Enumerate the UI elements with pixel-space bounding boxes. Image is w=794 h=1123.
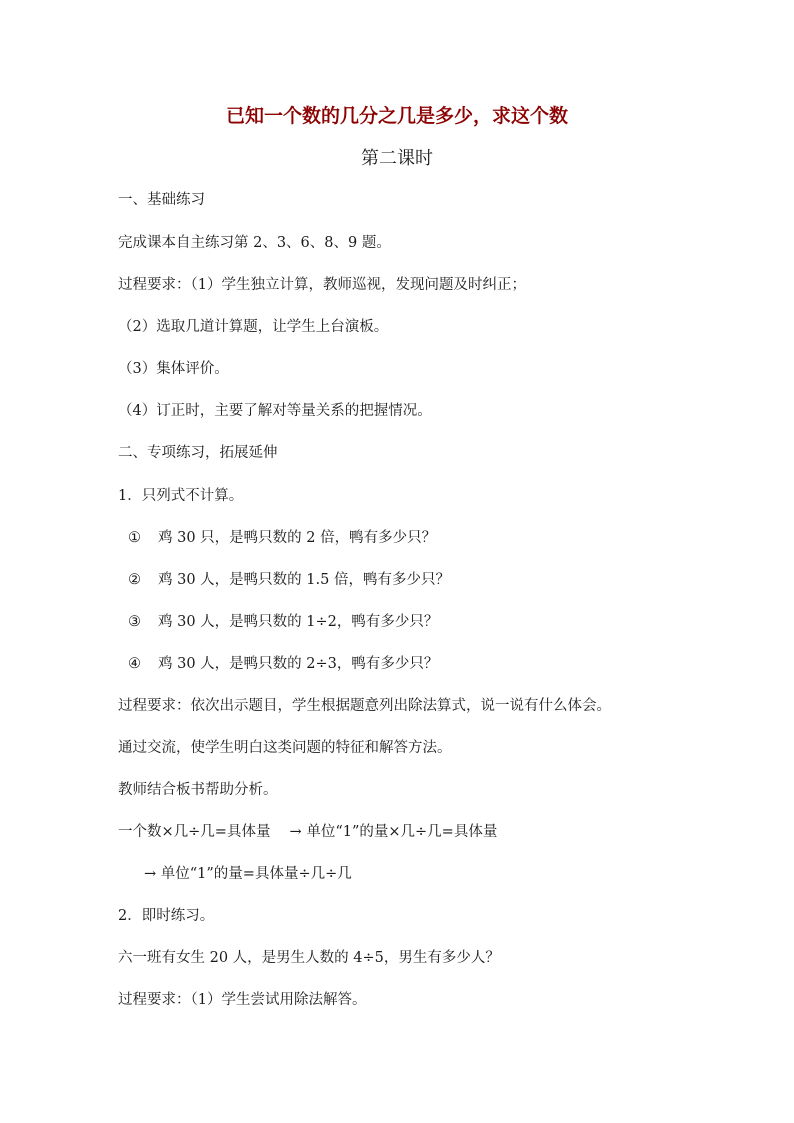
question-text: 鸡 30 只，是鸭只数的 2 倍，鸭有多少只？ [158,530,437,546]
question-marker: ① [128,530,141,546]
paragraph: 过程要求：（1）学生独立计算，教师巡视，发现问题及时纠正； [118,277,526,293]
question-item [128,610,438,634]
paragraph: 过程要求：依次出示题目，学生根据题意列出除法算式，说一说有什么体会。 [118,698,611,714]
paragraph: （3）集体评价。 [118,361,229,377]
paragraph: 完成课本自主练习第 2、3、6、8、9 题。 [118,235,391,251]
question-text: 鸡 30 人，是鸭只数的 1÷2，鸭有多少只？ [158,614,439,630]
item2-title: 2．即时练习。 [118,908,215,924]
formula-line: → 单位“1”的量=具体量÷几÷几 [144,866,352,882]
question-text: 鸡 30 人，是鸭只数的 1.5 倍，鸭有多少只？ [158,572,450,588]
question-marker: ② [128,572,141,588]
document-subtitle: 第二课时 [361,148,433,169]
paragraph: （2）选取几道计算题，让学生上台演板。 [118,319,389,335]
question-marker: ④ [128,656,141,672]
question-item [128,652,438,676]
question-marker: ③ [128,614,141,630]
document-title: 已知一个数的几分之几是多少，求这个数 [225,105,568,127]
question-item [128,568,450,592]
item2-requirement: 过程要求：（1）学生尝试用除法解答。 [118,992,367,1008]
paragraph: （4）订正时，主要了解对等量关系的把握情况。 [118,403,432,419]
formula-line: 一个数×几÷几=具体量 → 单位“1”的量×几÷几=具体量 [118,824,498,840]
paragraph: 通过交流，使学生明白这类问题的特征和解答方法。 [118,740,452,756]
section2-heading: 二、专项练习，拓展延伸 [118,445,278,461]
item2-question: 六一班有女生 20 人，是男生人数的 4÷5，男生有多少人？ [118,950,500,966]
item1-title: 1．只列式不计算。 [118,488,244,504]
section1-heading: 一、基础练习 [118,192,205,208]
paragraph: 教师结合板书帮助分析。 [118,782,278,798]
question-text: 鸡 30 人，是鸭只数的 2÷3，鸭有多少只？ [158,656,439,672]
question-item [128,526,436,550]
